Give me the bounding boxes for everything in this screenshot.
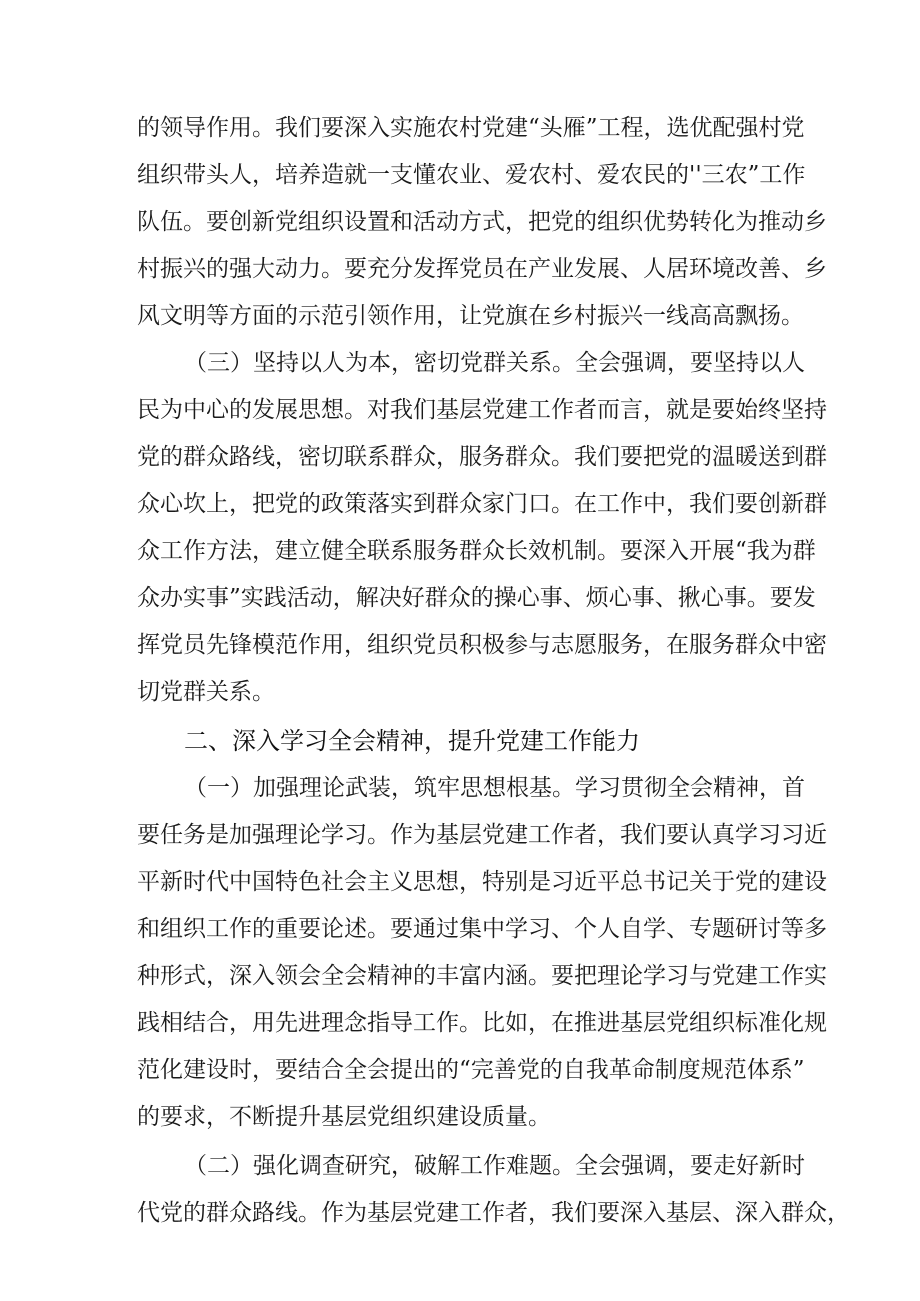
paragraph-line: 民为中心的发展思想。对我们基层党建工作者而言，就是要始终坚持 <box>137 397 827 423</box>
paragraph-line: 组织带头人，培养造就一支懂农业、爱农村、爱农民的''三农”工作 <box>137 162 806 188</box>
paragraph-line: 种形式，深入领会全会精神的丰富内涵。要把理论学习与党建工作实 <box>137 963 827 989</box>
paragraph-line: 队伍。要创新党组织设置和活动方式，把党的组织优势转化为推动乡 <box>137 209 827 235</box>
paragraph-line: 的要求，不断提升基层党组织建设质量。 <box>137 1104 551 1130</box>
paragraph-line: 和组织工作的重要论述。要通过集中学习、个人自学、专题研讨等多 <box>137 916 827 942</box>
paragraph-line: 切党群关系。 <box>137 679 275 705</box>
paragraph-line: 的领导作用。我们要深入实施农村党建“头雁”工程，选优配强村党 <box>137 115 805 141</box>
paragraph-line: （一）加强理论武装，筑牢思想根基。学习贯彻全会精神，首 <box>184 775 805 801</box>
paragraph-line: 平新时代中国特色社会主义思想，特别是习近平总书记关于党的建设 <box>137 869 827 895</box>
section-heading: 二、深入学习全会精神，提升党建工作能力 <box>184 727 640 755</box>
paragraph-line: 要任务是加强理论学习。作为基层党建工作者，我们要认真学习习近 <box>137 822 827 848</box>
paragraph-line: 范化建设时，要结合全会提出的“完善党的自我革命制度规范体系” <box>137 1057 805 1083</box>
paragraph-line: 众办实事”实践活动，解决好群众的操心事、烦心事、揪心事。要发 <box>137 585 816 611</box>
paragraph-line: （三）坚持以人为本，密切党群关系。全会强调，要坚持以人 <box>184 350 805 376</box>
paragraph-line: 党的群众路线，密切联系群众，服务群众。我们要把党的温暖送到群 <box>137 444 827 470</box>
paragraph-line: 代党的群众路线。作为基层党建工作者，我们要深入基层、深入群众， <box>137 1200 850 1226</box>
paragraph-line: 村振兴的强大动力。要充分发挥党员在产业发展、人居环境改善、乡 <box>137 256 827 282</box>
paragraph-line: 践相结合，用先进理念指导工作。比如，在推进基层党组织标准化规 <box>137 1010 827 1036</box>
paragraph-line: （二）强化调查研究，破解工作难题。全会强调，要走好新时 <box>184 1153 805 1179</box>
paragraph-line: 众工作方法，建立健全联系服务群众长效机制。要深入开展“我为群 <box>137 538 816 564</box>
paragraph-line: 挥党员先锋模范作用，组织党员积极参与志愿服务，在服务群众中密 <box>137 632 827 658</box>
paragraph-line: 众心坎上，把党的政策落实到群众家门口。在工作中，我们要创新群 <box>137 491 827 517</box>
paragraph-line: 风文明等方面的示范引领作用，让党旗在乡村振兴一线高高飘扬。 <box>137 303 804 329</box>
